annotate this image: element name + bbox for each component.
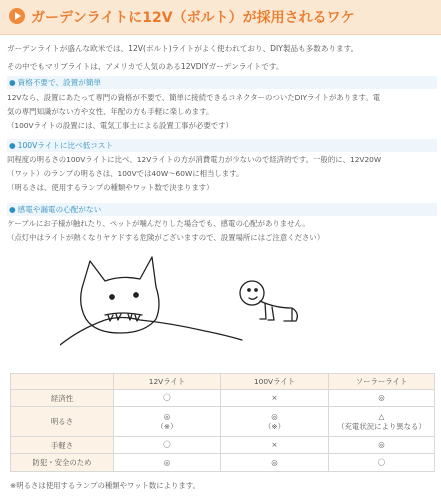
bullet-icon: ● bbox=[9, 141, 16, 150]
body-line: （ワット）のランプの明るさは、100Vでは40W〜60Wに相当します。 bbox=[7, 169, 244, 178]
body-line: 12Vなら、設置にあたって専門の資格が不要で、簡単に接続できるコネクターのついたDIYライトがあります。電 bbox=[7, 93, 381, 102]
table-cell bbox=[329, 407, 435, 437]
section-heading bbox=[7, 139, 437, 152]
section-heading-text: 感電や漏電の心配がない bbox=[17, 205, 102, 214]
cat-mouth bbox=[105, 313, 142, 315]
rating-mark: ◎ bbox=[163, 411, 171, 421]
table-row bbox=[11, 437, 435, 454]
table-header-row bbox=[11, 374, 435, 390]
baby-eye bbox=[255, 289, 257, 291]
rating-mark: ◎ bbox=[378, 393, 385, 402]
cat-and-baby-illustration bbox=[60, 253, 360, 348]
cat-left-eye bbox=[110, 295, 114, 299]
table-cell bbox=[329, 454, 435, 472]
table-row bbox=[11, 454, 435, 472]
table-cell bbox=[329, 437, 435, 454]
table-row bbox=[11, 407, 435, 437]
row-label: 経済性 bbox=[11, 390, 114, 407]
body-line: （点灯中はライトが熱くなりヤケドする危険がございますので、設置場所にはご注意ください） bbox=[7, 233, 325, 242]
table-cell bbox=[329, 390, 435, 407]
body-line: ケーブルにお子様が触れたり、ペットが噛んだりした場合でも、感電の心配がありません。 bbox=[7, 219, 310, 228]
rating-mark: 〇 bbox=[163, 440, 171, 449]
body-line: 気の専門知識がない方や女性、年配の方も手軽に楽しめます。 bbox=[7, 107, 214, 116]
cat-right-eye bbox=[134, 293, 138, 297]
section-heading bbox=[7, 76, 437, 89]
table-cell bbox=[221, 454, 329, 472]
table-header-cell: 12Vライト bbox=[114, 374, 221, 390]
table-footnote: ※明るさは使用するランプの種類やワット数によります。 bbox=[10, 481, 200, 490]
section-heading bbox=[7, 203, 437, 216]
body-line: 同程度の明るさの100Vライトに比べ、12Vライトの方が消費電力が少ないので経済的です。一般的に、12V20W bbox=[7, 155, 382, 164]
section-low-cost bbox=[7, 139, 437, 195]
intro-line: ガーデンライトが盛んな欧米では、12V(ボルト)ライトがよく使われており、DIY製品も多数あります。 bbox=[7, 44, 359, 53]
cat-head bbox=[81, 257, 159, 333]
table-cell bbox=[114, 390, 221, 407]
rating-mark: ◎ bbox=[378, 440, 385, 449]
section-heading-text: 資格不要で、設置が簡単 bbox=[17, 78, 102, 87]
section-no-shock bbox=[7, 203, 437, 245]
table-cell bbox=[114, 454, 221, 472]
row-label: 明るさ bbox=[11, 407, 114, 437]
table-header-cell bbox=[11, 374, 114, 390]
table-cell bbox=[114, 437, 221, 454]
intro-text bbox=[7, 40, 437, 76]
section-body bbox=[7, 153, 437, 195]
comparison-table bbox=[10, 373, 435, 472]
rating-note: （充電状況により異なる） bbox=[337, 421, 426, 431]
baby-body bbox=[260, 301, 297, 321]
rating-note: （※） bbox=[264, 421, 285, 431]
rating-mark: 〇 bbox=[163, 393, 171, 402]
row-label: 防犯・安全のため bbox=[11, 454, 114, 472]
table-cell bbox=[114, 407, 221, 437]
table-cell bbox=[221, 407, 329, 437]
intro-line: その中でもマリブライトは、アメリカで人気のある12VDIYガーデンライトです。 bbox=[7, 62, 284, 71]
rating-mark: ◎ bbox=[271, 411, 278, 421]
rating-mark: △ bbox=[378, 411, 385, 421]
table-header-cell: ソーラーライト bbox=[329, 374, 435, 390]
page-header bbox=[0, 0, 441, 35]
rating-mark: × bbox=[271, 440, 278, 449]
rating-note: （※） bbox=[156, 421, 178, 431]
section-body bbox=[7, 91, 437, 133]
section-body bbox=[7, 217, 437, 245]
page-title: ガーデンライトに12V（ボルト）が採用されるワケ bbox=[31, 10, 355, 26]
body-line: （明るさは、使用するランプの種類やワット数で決まります） bbox=[7, 183, 214, 192]
table-row bbox=[11, 390, 435, 407]
bullet-icon: ● bbox=[9, 205, 16, 214]
table-cell bbox=[221, 437, 329, 454]
section-heading-text: 100Vライトに比べ低コスト bbox=[17, 141, 114, 150]
arrow-circle-icon bbox=[9, 8, 25, 24]
rating-mark: × bbox=[271, 393, 278, 402]
rating-mark: ◎ bbox=[271, 457, 278, 467]
rating-mark: ◎ bbox=[163, 457, 171, 467]
baby-eye bbox=[248, 289, 250, 291]
table-cell bbox=[221, 390, 329, 407]
bullet-icon: ● bbox=[9, 78, 16, 87]
rating-mark: 〇 bbox=[377, 457, 386, 467]
section-easy-install bbox=[7, 76, 437, 133]
row-label: 手軽さ bbox=[11, 437, 114, 454]
table-header-cell: 100Vライト bbox=[221, 374, 329, 390]
baby-mouth bbox=[249, 297, 257, 299]
body-line: （100Vライトの設置には、電気工事士による設置工事が必要です） bbox=[7, 121, 233, 130]
